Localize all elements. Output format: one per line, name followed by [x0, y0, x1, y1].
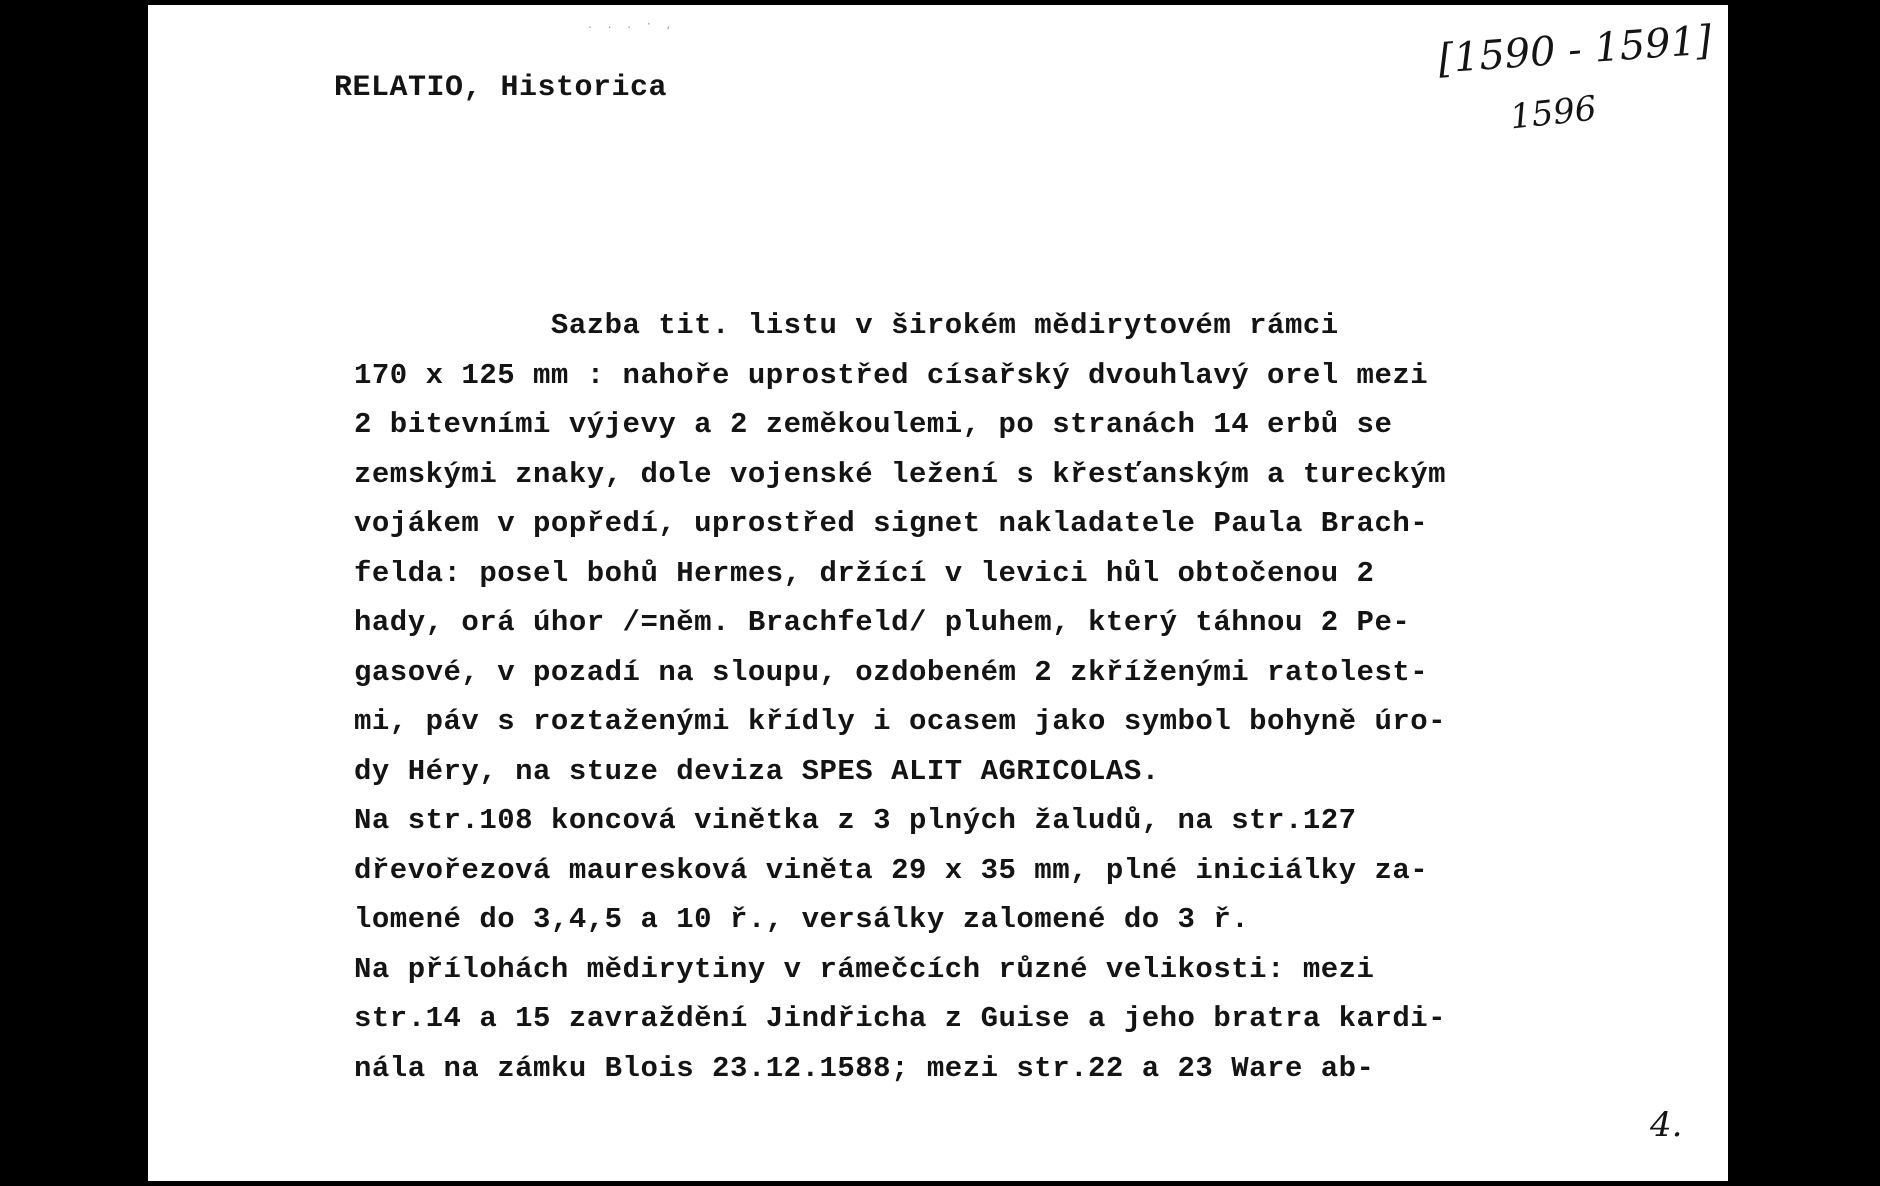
scan-edge-marks: . . . · , — [588, 17, 677, 31]
body-line: lomené do 3,4,5 a 10 ř., versálky zalomené do 3 ř. — [354, 903, 1250, 936]
body-line: gasové, v pozadí na sloupu, ozdobeném 2 zkříženými ratolest- — [354, 655, 1429, 689]
body-line: dřevořezová mauresková viněta 29 x 35 mm, plné iniciálky za- — [354, 853, 1429, 887]
handwritten-page-number: 4. — [1650, 1105, 1683, 1145]
body-line: nála na zámku Blois 23.12.1588; mezi str.22 a 23 Ware ab- — [354, 1051, 1375, 1085]
handwritten-date: 1596 — [1508, 88, 1599, 138]
card-body-text — [354, 301, 1684, 1093]
body-line: Na přílohách mědirytiny v rámečcích různé velikosti: mezi — [354, 952, 1375, 986]
card-header: RELATIO, Historica — [334, 71, 668, 105]
index-card — [148, 5, 1728, 1181]
body-line: Na str.108 koncová vinětka z 3 plných žaludů, na str.127 — [354, 804, 1357, 837]
body-line: dy Héry, na stuze deviza SPES ALIT AGRICOLAS. — [354, 754, 1160, 788]
body-line: zemskými znaky, dole vojenské ležení s křesťanským a tureckým — [354, 457, 1447, 491]
handwritten-date-range: [1590 - 1591] — [1436, 17, 1714, 83]
body-line: vojákem v popředí, uprostřed signet nakladatele Paula Brach- — [354, 507, 1429, 540]
body-line: 170 x 125 mm : nahoře uprostřed císařský dvouhlavý orel mezi — [354, 358, 1429, 392]
body-line: str.14 a 15 zavraždění Jindřicha z Guise a jeho bratra kardi- — [354, 1002, 1447, 1035]
body-line: felda: posel bohů Hermes, držící v levici hůl obtočenou 2 — [354, 556, 1375, 590]
body-line: hady, orá úhor /=něm. Brachfeld/ pluhem, který táhnou 2 Pe- — [354, 606, 1411, 639]
body-line: 2 bitevními výjevy a 2 zeměkoulemi, po stranách 14 erbů se — [354, 408, 1393, 441]
body-line: mi, páv s roztaženými křídly i ocasem jako symbol bohyně úro- — [354, 705, 1447, 738]
body-line: Sazba tit. listu v širokém mědirytovém rámci — [354, 309, 1339, 342]
